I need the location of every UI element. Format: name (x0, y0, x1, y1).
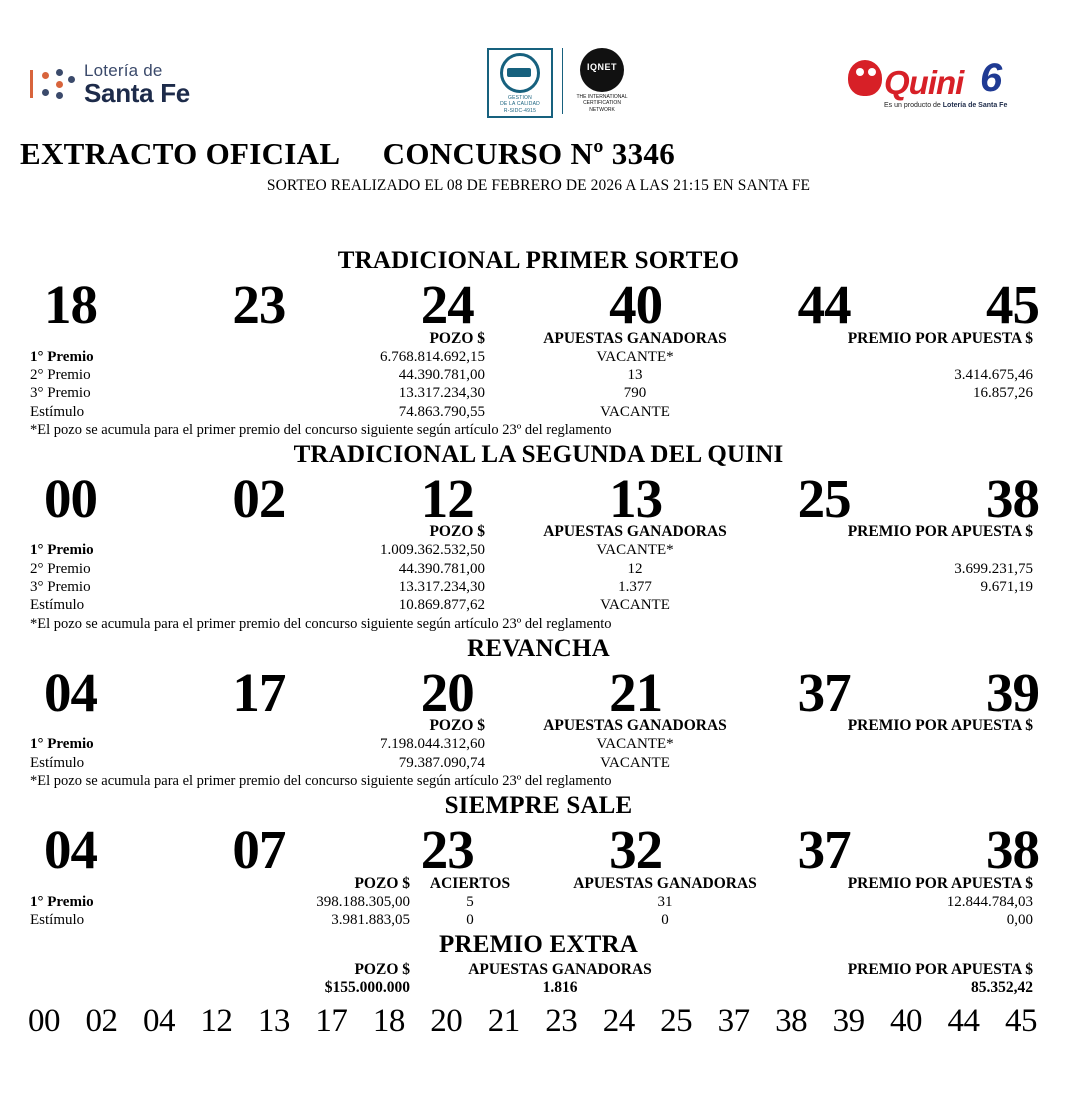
table-row (0, 403, 1077, 421)
col-blank (30, 330, 180, 348)
prize-premio: 3.414.675,46 (954, 366, 1033, 383)
summary-number: 25 (660, 1003, 693, 1040)
prize-pozo: 79.387.090,74 (398, 754, 485, 771)
col-premio: PREMIO POR APUESTA $ (847, 961, 1033, 979)
winning-number: 24 (420, 274, 474, 335)
prize-premio (785, 541, 1033, 559)
winning-number: 23 (232, 274, 286, 335)
section-title: TRADICIONAL PRIMER SORTEO (337, 247, 740, 274)
table-row (0, 596, 1077, 614)
winning-number: 40 (609, 274, 663, 335)
col-ganadoras: APUESTAS GANADORAS (543, 717, 727, 735)
winning-number: 07 (232, 818, 286, 880)
section-revancha (0, 635, 1077, 790)
prize-label: 1° Premio (30, 348, 94, 365)
prize-ganadoras: VACANTE* (596, 348, 674, 365)
table-row (0, 754, 1077, 772)
prize-premio: 9.671,19 (980, 579, 1033, 596)
col-ganadoras: APUESTAS GANADORAS (468, 961, 652, 979)
section-premio-extra (0, 931, 1077, 997)
quini-logo-word: Quini (884, 64, 964, 101)
col-pozo: POZO $ (354, 961, 410, 979)
winning-numbers (0, 661, 1077, 723)
table-row (0, 348, 1077, 366)
col-pozo: POZO $ (429, 523, 485, 541)
quini-logo-tagline (884, 102, 1007, 109)
col-blank (30, 875, 180, 893)
winning-number: 38 (985, 818, 1039, 880)
prize-premio (785, 348, 1033, 366)
lottery-logo-line1: Lotería de (84, 61, 163, 80)
extra-ganadoras: 1.816 (542, 979, 578, 997)
summary-number: 04 (142, 1003, 175, 1040)
draw-subtitle: SORTEO REALIZADO EL 08 DE FEBRERO DE 2026 A LAS 21:15 EN SANTA FE (266, 177, 811, 194)
winning-number: 00 (44, 467, 97, 529)
section-title: TRADICIONAL LA SEGUNDA DEL QUINI (293, 440, 784, 468)
summary-number: 24 (602, 1003, 635, 1040)
winning-number: 21 (609, 661, 663, 723)
col-blank (30, 717, 180, 735)
lottery-logo-line2: Santa Fe (84, 78, 190, 108)
section-footnote: *El pozo se acumula para el primer premio del concurso siguiente según artículo 23º del reglamento (30, 772, 612, 789)
col-aciertos: ACIERTOS (429, 874, 511, 892)
table-row (0, 384, 1077, 402)
quini-mascot-icon (848, 60, 882, 96)
col-ganadoras: APUESTAS GANADORAS (573, 874, 757, 892)
prize-label: Estímulo (30, 754, 85, 771)
prize-pozo: 13.317.234,30 (398, 579, 485, 596)
certification-logos (487, 48, 632, 118)
extra-pozo: $155.000.000 (324, 979, 410, 997)
prize-aciertos: 5 (466, 893, 474, 910)
summary-number: 17 (315, 1003, 348, 1040)
section-tradicional-primer-sorteo (0, 247, 1077, 439)
prize-pozo: 7.198.044.312,60 (380, 736, 485, 753)
col-premio: PREMIO POR APUESTA $ (847, 874, 1033, 892)
quini-tagline-text: Es un producto de (884, 102, 941, 109)
winning-number: 37 (797, 818, 851, 880)
all-numbers-summary (0, 999, 1077, 1040)
summary-number: 23 (545, 1003, 578, 1040)
prize-premio (785, 403, 1033, 421)
section-title: PREMIO EXTRA (439, 931, 638, 959)
prize-label: 2° Premio (30, 366, 91, 383)
prize-ganadoras: 790 (623, 385, 647, 402)
prize-label: 1° Premio (30, 893, 94, 910)
prize-premio: 3.699.231,75 (954, 560, 1033, 577)
table-row (0, 735, 1077, 753)
prize-label: 3° Premio (30, 385, 91, 402)
prize-pozo: 6.768.814.692,15 (380, 348, 485, 365)
divider (562, 48, 563, 114)
iqnet-certification-icon (572, 48, 632, 113)
prize-pozo: 398.188.305,00 (316, 893, 410, 910)
winning-number: 04 (44, 818, 97, 880)
winning-number: 04 (44, 661, 97, 723)
section-siempre-sale (0, 792, 1077, 929)
prize-ganadoras: VACANTE (600, 403, 670, 420)
concurso-number: CONCURSO Nº 3346 (382, 136, 675, 171)
section-tradicional-la-segunda (0, 441, 1077, 633)
prize-label: Estímulo (30, 597, 85, 614)
prize-label: 1° Premio (30, 736, 94, 753)
prize-pozo: 13.317.234,30 (398, 385, 485, 402)
summary-number: 20 (430, 1003, 463, 1040)
winning-number: 38 (985, 467, 1039, 529)
section-title: SIEMPRE SALE (444, 791, 633, 819)
prize-premio: 12.844.784,03 (946, 893, 1033, 910)
table-row (0, 893, 1077, 911)
prize-ganadoras: 0 (661, 911, 669, 928)
section-footnote: *El pozo se acumula para el primer premio del concurso siguiente según artículo 23º del reglamento (30, 421, 612, 438)
summary-number: 45 (1004, 1003, 1037, 1040)
winning-numbers (0, 467, 1077, 529)
section-footnote: *El pozo se acumula para el primer premio del concurso siguiente según artículo 23º del reglamento (30, 615, 612, 632)
winning-number: 39 (985, 661, 1039, 723)
col-premio: PREMIO POR APUESTA $ (847, 329, 1033, 347)
summary-number: 38 (775, 1003, 808, 1040)
iqnet-line2: CERTIFICATION NETWORK (583, 100, 621, 113)
winning-numbers (0, 818, 1077, 880)
prize-label: Estímulo (30, 911, 85, 928)
prize-label: 1° Premio (30, 542, 94, 559)
quini6-logo (840, 48, 1015, 120)
table-row (0, 578, 1077, 596)
prize-table-header (0, 523, 1077, 541)
page-title (0, 136, 1077, 172)
winning-number: 20 (420, 661, 474, 723)
prize-premio (785, 596, 1033, 614)
summary-number: 00 (28, 1003, 60, 1040)
dots-icon (30, 67, 76, 101)
iram-line3: R-SIDC-4915 (503, 107, 537, 114)
prize-aciertos: 0 (466, 911, 474, 928)
winning-number: 18 (44, 274, 97, 335)
table-row (0, 541, 1077, 559)
quini-logo-number: 6 (980, 56, 1003, 100)
col-premio: PREMIO POR APUESTA $ (847, 717, 1033, 735)
section-title: REVANCHA (467, 634, 610, 662)
extra-premio: 85.352,42 (971, 979, 1033, 997)
summary-number: 37 (717, 1003, 750, 1040)
summary-number: 18 (372, 1003, 405, 1040)
prize-label: 2° Premio (30, 560, 91, 577)
table-row (0, 979, 1077, 997)
prize-pozo: 3.981.883,05 (331, 911, 410, 928)
winning-number: 12 (420, 467, 474, 529)
prize-pozo: 74.863.790,55 (398, 403, 485, 420)
summary-number: 44 (947, 1003, 980, 1040)
table-row (0, 911, 1077, 929)
col-pozo: POZO $ (354, 874, 410, 892)
winning-number: 44 (797, 274, 851, 335)
col-premio: PREMIO POR APUESTA $ (847, 523, 1033, 541)
prize-premio: 0,00 (1006, 911, 1033, 928)
prize-pozo: 10.869.877,62 (398, 597, 485, 614)
winning-number: 37 (797, 661, 851, 723)
summary-number: 12 (200, 1003, 233, 1040)
winning-number: 32 (609, 818, 663, 880)
prize-pozo: 1.009.362.532,50 (380, 542, 485, 559)
prize-label: 3° Premio (30, 579, 91, 596)
winning-number: 17 (232, 661, 286, 723)
prize-ganadoras: 12 (627, 560, 643, 577)
prize-label: Estímulo (30, 403, 85, 420)
prize-ganadoras: 13 (627, 366, 643, 383)
prize-table-header (0, 330, 1077, 348)
prize-ganadoras: 1.377 (618, 579, 652, 596)
results-sections (0, 247, 1077, 1040)
prize-pozo: 44.390.781,00 (398, 366, 485, 383)
prize-ganadoras: VACANTE* (596, 736, 674, 753)
extra-table-header (0, 961, 1077, 979)
col-ganadoras: APUESTAS GANADORAS (543, 523, 727, 541)
prize-ganadoras: VACANTE* (596, 542, 674, 559)
winning-number: 23 (420, 818, 474, 880)
table-row (0, 560, 1077, 578)
iram-line2: DE LA CALIDAD (500, 101, 540, 108)
prize-premio (785, 735, 1033, 753)
summary-number: 21 (487, 1003, 520, 1040)
iram-certification-icon (487, 48, 553, 118)
winning-number: 25 (797, 467, 851, 529)
winning-numbers (0, 274, 1077, 335)
prize-ganadoras: 31 (657, 893, 673, 910)
extracto-oficial-label: EXTRACTO OFICIAL (20, 136, 339, 171)
prize-table-header (0, 875, 1077, 893)
iram-line1: GESTION (508, 95, 532, 101)
document-header (0, 0, 1077, 130)
summary-number: 39 (832, 1003, 865, 1040)
prize-premio: 16.857,26 (973, 385, 1033, 402)
winning-number: 45 (985, 274, 1039, 335)
iqnet-line1: THE INTERNATIONAL (576, 94, 628, 100)
prize-ganadoras: VACANTE (600, 597, 670, 614)
loteria-santa-fe-logo (30, 62, 190, 106)
winning-number: 02 (232, 467, 286, 529)
prize-premio (785, 754, 1033, 772)
col-pozo: POZO $ (429, 717, 485, 735)
summary-number: 40 (890, 1003, 923, 1040)
col-ganadoras: APUESTAS GANADORAS (543, 329, 727, 347)
col-pozo: POZO $ (429, 329, 485, 347)
prize-pozo: 44.390.781,00 (398, 560, 485, 577)
winning-number: 13 (609, 467, 663, 529)
table-row (0, 366, 1077, 384)
prize-table-header (0, 717, 1077, 735)
summary-number: 02 (85, 1003, 118, 1040)
summary-number: 13 (257, 1003, 290, 1040)
col-blank (30, 523, 180, 541)
prize-ganadoras: VACANTE (600, 754, 670, 771)
quini-tagline-brand: Lotería de Santa Fe (942, 102, 1008, 109)
